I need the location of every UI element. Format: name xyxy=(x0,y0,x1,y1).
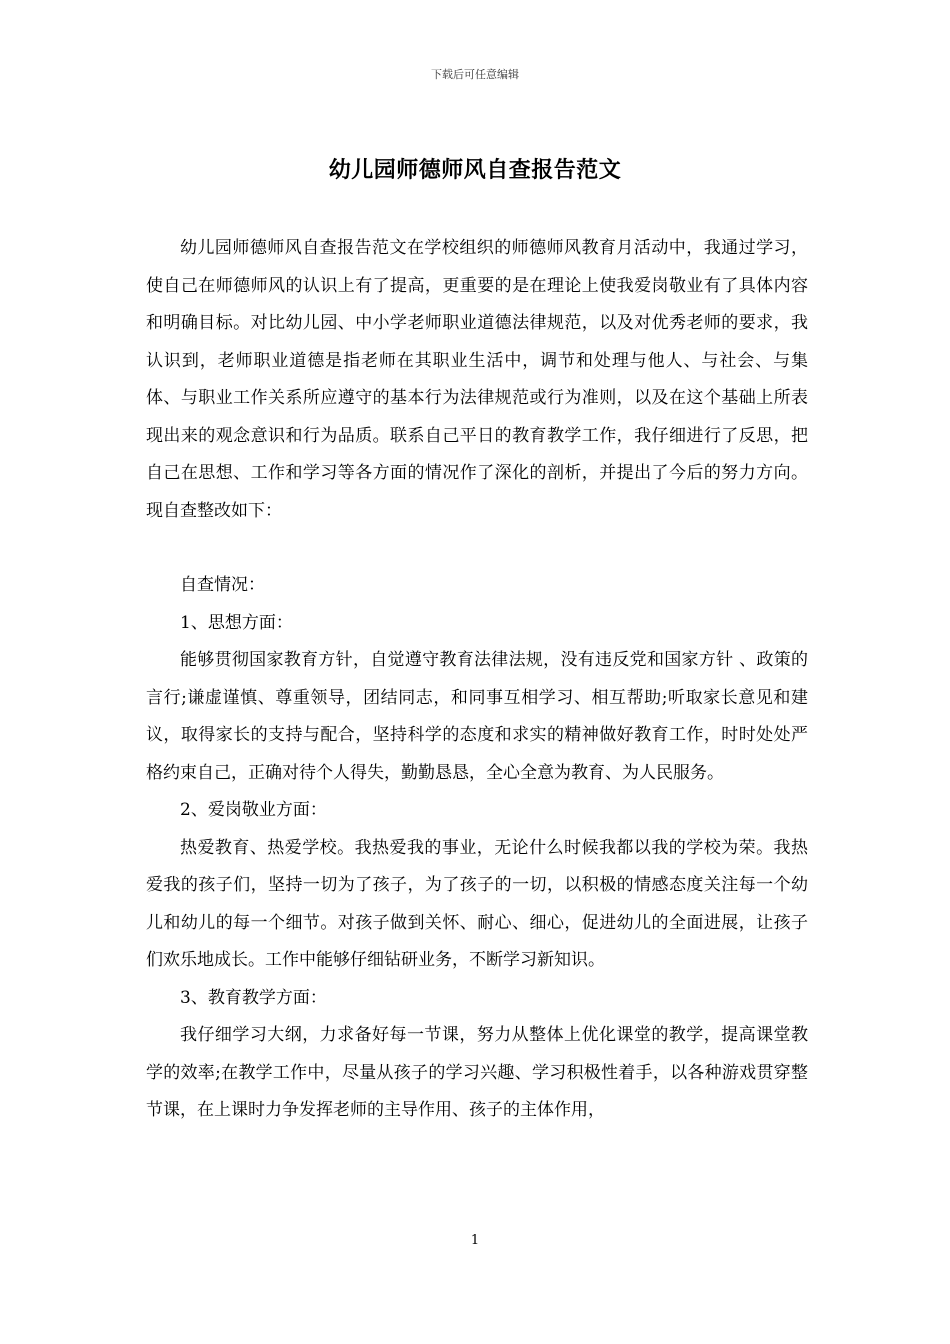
paragraph-intro: 幼儿园师德师风自查报告范文在学校组织的师德师风教育月活动中，我通过学习，使自己在师德师风的认识上有了提高，更重要的是在理论上使我爱岗敬业有了具体内容和明确目标。对比幼儿园、中小学老师职业道德法律规范，以及对优秀老师的要求，我认识到，老师职业道德是指老师在其职业生活中，调节和处理与他人、与社会、与集体、与职业工作关系所应遵守的基本行为法律规范或行为准则，以及在这个基础上所表现出来的观念意识和行为品质。联系自己平日的教育教学工作，我仔细进行了反思，把自己在思想、工作和学习等各方面的情况作了深化的剖析，并提出了今后的努力方向。现自查整改如下： xyxy=(146,238,808,521)
paragraph-thought: 能够贯彻国家教育方针，自觉遵守教育法律法规，没有违反党和国家方针 、政策的言行;谦虚谨慎、尊重领导，团结同志，和同事互相学习、相互帮助;听取家长意见和建议，取得家长的支持与配合，坚持科学的态度和求实的精神做好教育工作，时时处处严格约束自己，正确对待个人得失，勤勤恳恳，全心全意为教育、为人民服务。 xyxy=(146,650,808,783)
section-heading-thought: 1、思想方面： xyxy=(180,612,293,633)
section-heading-dedication: 2、爱岗敬业方面： xyxy=(180,800,327,820)
document-body xyxy=(146,230,808,1130)
header-note: 下载后可任意编辑 xyxy=(431,68,519,81)
page-number: 1 xyxy=(470,1233,480,1248)
section-heading-self-check: 自查情况： xyxy=(180,575,265,595)
section-heading-teaching: 3、教育教学方面： xyxy=(180,987,327,1008)
document-title: 幼儿园师德师风自查报告范文 xyxy=(328,157,622,183)
paragraph-teaching: 我仔细学习大纲，力求备好每一节课，努力从整体上优化课堂的教学，提高课堂教学的效率;在教学工作中，尽量从孩子的学习兴趣、学习积极性着手，以各种游戏贯穿整节课，在上课时力争发挥老师的主导作用、孩子的主体作用， xyxy=(146,1025,808,1120)
paragraph-dedication: 热爱教育、热爱学校。我热爱我的事业，无论什么时候我都以我的学校为荣。我热爱我的孩子们，坚持一切为了孩子，为了孩子的一切，以积极的情感态度关注每一个幼儿和幼儿的每一个细节。对孩子做到关怀、耐心、细心，促进幼儿的全面进展，让孩子们欢乐地成长。工作中能够仔细钻研业务，不断学习新知识。 xyxy=(146,837,808,970)
